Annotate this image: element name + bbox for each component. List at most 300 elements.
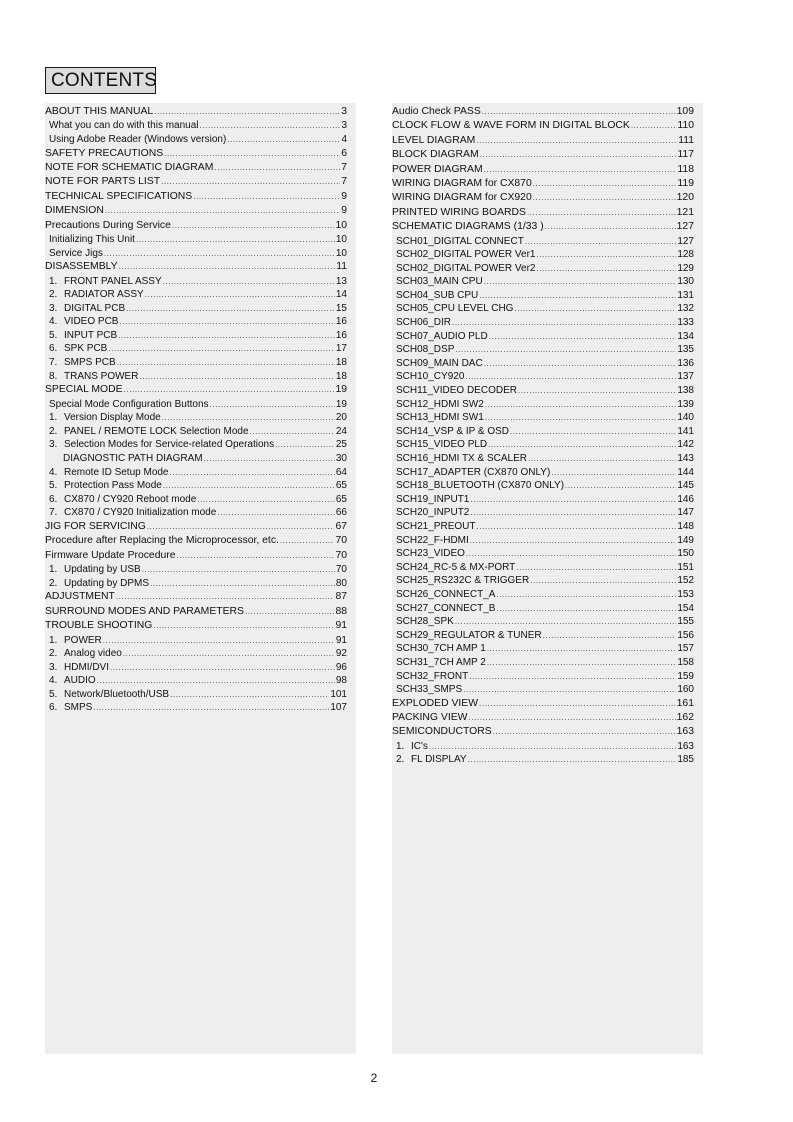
toc-entry-label: Precautions During Service bbox=[45, 219, 171, 231]
toc-entry-label: SCH19_INPUT1 bbox=[396, 493, 470, 505]
toc-entry[interactable] bbox=[45, 356, 356, 370]
toc-entry-page: 161 bbox=[676, 697, 694, 709]
toc-entry-page: 91 bbox=[335, 634, 347, 646]
toc-entry-page: 65 bbox=[335, 480, 347, 492]
toc-entry-label: Analog video bbox=[64, 648, 122, 660]
toc-entry-page: 7 bbox=[341, 161, 347, 173]
toc-entry-label: SCH02_DIGITAL POWER Ver2 bbox=[396, 262, 536, 274]
toc-entry-page: 14 bbox=[335, 289, 347, 301]
toc-entry[interactable] bbox=[392, 163, 703, 177]
toc-entry-label: INPUT PCB bbox=[64, 329, 118, 341]
toc-leader-dots bbox=[530, 574, 676, 588]
toc-entry-page: 150 bbox=[677, 548, 694, 560]
toc-entry-page: 88 bbox=[335, 605, 347, 617]
toc-entry-page: 140 bbox=[677, 412, 694, 424]
toc-entry-label: HDMI/DVI bbox=[64, 661, 109, 673]
toc-entry[interactable] bbox=[392, 520, 703, 534]
toc-entry-page: 19 bbox=[335, 384, 347, 396]
toc-entry[interactable] bbox=[392, 466, 703, 480]
toc-entry[interactable] bbox=[392, 753, 703, 767]
toc-entry[interactable] bbox=[45, 493, 356, 507]
toc-entry[interactable] bbox=[45, 370, 356, 384]
toc-entry-page: 10 bbox=[335, 247, 347, 259]
toc-entry[interactable] bbox=[392, 262, 703, 276]
toc-entry-page: 19 bbox=[335, 398, 347, 410]
toc-entry[interactable] bbox=[392, 370, 703, 384]
toc-entry-label: SAFETY PRECAUTIONS bbox=[45, 147, 164, 159]
toc-entry-label: SMPS bbox=[64, 702, 93, 714]
toc-entry[interactable] bbox=[392, 191, 703, 205]
toc-leader-dots bbox=[103, 634, 335, 648]
toc-leader-dots bbox=[104, 247, 335, 261]
toc-entry-label: SCHEMATIC DIAGRAMS (1/33 ) bbox=[392, 221, 544, 233]
toc-entry-label: EXPLODED VIEW bbox=[392, 697, 479, 709]
toc-entry-number: 1. bbox=[49, 412, 58, 424]
toc-entry-page: 144 bbox=[677, 466, 694, 478]
toc-leader-dots bbox=[163, 479, 335, 493]
toc-leader-dots bbox=[487, 656, 676, 670]
toc-leader-dots bbox=[476, 134, 677, 148]
toc-entry-page: 109 bbox=[676, 106, 694, 117]
toc-leader-dots bbox=[466, 547, 676, 561]
toc-entry[interactable] bbox=[392, 289, 703, 303]
toc-entry-label: DIAGNOSTIC PATH DIAGRAM bbox=[63, 453, 203, 465]
toc-entry-page: 18 bbox=[335, 357, 347, 369]
toc-entry-number: 4. bbox=[49, 675, 58, 687]
page-number: 2 bbox=[370, 1071, 378, 1085]
toc-leader-dots bbox=[116, 590, 335, 604]
toc-leader-dots bbox=[161, 175, 340, 189]
toc-entry-label: SCH09_MAIN DAC bbox=[396, 357, 483, 369]
toc-entry-page: 30 bbox=[335, 453, 347, 465]
toc-entry[interactable] bbox=[392, 177, 703, 191]
toc-entry-number: 3. bbox=[49, 661, 58, 673]
toc-entry-label: FL DISPLAY bbox=[411, 754, 467, 766]
toc-leader-dots bbox=[164, 147, 340, 161]
toc-entry-label: SCH20_INPUT2 bbox=[396, 507, 470, 519]
toc-entry-page: 158 bbox=[677, 656, 694, 668]
toc-entry-number: 1. bbox=[49, 634, 58, 646]
toc-entry[interactable] bbox=[392, 119, 703, 133]
toc-left-column bbox=[45, 103, 356, 1054]
toc-entry-label: FRONT PANEL ASSY bbox=[64, 275, 162, 287]
toc-entry-label: SCH04_SUB CPU bbox=[396, 289, 479, 301]
toc-entry-page: 156 bbox=[677, 629, 694, 641]
toc-leader-dots bbox=[537, 262, 677, 276]
toc-entry[interactable] bbox=[45, 398, 356, 412]
toc-entry-label: WIRING DIAGRAM for CX920 bbox=[392, 192, 532, 204]
toc-entry[interactable] bbox=[392, 711, 703, 725]
toc-entry[interactable] bbox=[392, 547, 703, 561]
toc-entry[interactable] bbox=[45, 605, 356, 619]
toc-entry-page: 67 bbox=[335, 520, 347, 532]
toc-entry[interactable] bbox=[392, 656, 703, 670]
toc-entry[interactable] bbox=[45, 549, 356, 563]
toc-entry-page: 24 bbox=[335, 425, 347, 437]
toc-entry-page: 92 bbox=[335, 648, 347, 660]
toc-leader-dots bbox=[489, 330, 677, 344]
toc-entry-page: 132 bbox=[677, 303, 694, 315]
toc-leader-dots bbox=[105, 204, 340, 218]
toc-entry-label: DIGITAL PCB bbox=[64, 302, 126, 314]
toc-entry[interactable] bbox=[45, 577, 356, 591]
toc-entry[interactable] bbox=[392, 452, 703, 466]
toc-entry-label: SCH07_AUDIO PLD bbox=[396, 330, 488, 342]
toc-entry-label: SCH25_RS232C & TRIGGER bbox=[396, 575, 530, 587]
toc-entry-number: 5. bbox=[49, 480, 58, 492]
toc-entry[interactable] bbox=[392, 425, 703, 439]
toc-leader-dots bbox=[470, 493, 676, 507]
toc-leader-dots bbox=[153, 619, 334, 633]
toc-entry-page: 70 bbox=[335, 535, 347, 547]
toc-leader-dots bbox=[126, 302, 335, 316]
toc-entry-page: 121 bbox=[676, 206, 694, 218]
toc-entry-number: 6. bbox=[49, 343, 58, 355]
toc-entry-page: 16 bbox=[335, 316, 347, 328]
toc-leader-dots bbox=[117, 356, 335, 370]
toc-leader-dots bbox=[525, 235, 677, 249]
toc-entry-label: SCH30_7CH AMP 1 bbox=[396, 643, 486, 655]
toc-entry[interactable] bbox=[392, 330, 703, 344]
toc-entry-page: 11 bbox=[336, 261, 347, 273]
toc-leader-dots bbox=[510, 425, 676, 439]
toc-entry[interactable] bbox=[45, 520, 356, 534]
toc-entry-page: 117 bbox=[677, 149, 694, 161]
toc-entry-page: 154 bbox=[677, 602, 694, 614]
toc-entry[interactable] bbox=[392, 302, 703, 316]
toc-entry-label: WIRING DIAGRAM for CX870 bbox=[392, 177, 532, 189]
toc-entry[interactable] bbox=[392, 588, 703, 602]
toc-entry-label: Using Adobe Reader (Windows version) bbox=[49, 133, 227, 145]
toc-leader-dots bbox=[118, 329, 335, 343]
toc-leader-dots bbox=[493, 725, 676, 739]
toc-entry-label: SEMICONDUCTORS bbox=[392, 726, 492, 738]
toc-entry[interactable] bbox=[392, 105, 703, 119]
toc-entry-label: TRANS POWER bbox=[64, 370, 139, 382]
toc-entry-label: IC's bbox=[411, 740, 428, 752]
toc-entry[interactable] bbox=[392, 343, 703, 357]
toc-entry[interactable] bbox=[392, 316, 703, 330]
toc-entry-label: CX870 / CY920 Initialization mode bbox=[64, 507, 217, 519]
toc-leader-dots bbox=[485, 411, 677, 425]
toc-entry-label: SCH18_BLUETOOTH (CX870 ONLY) bbox=[396, 480, 565, 492]
toc-entry[interactable] bbox=[45, 534, 356, 548]
toc-leader-dots bbox=[476, 520, 676, 534]
toc-entry-label: POWER bbox=[64, 634, 102, 646]
toc-entry[interactable] bbox=[45, 105, 356, 119]
toc-leader-dots bbox=[484, 163, 677, 177]
toc-entry[interactable] bbox=[45, 438, 356, 452]
toc-entry-label: SCH21_PREOUT bbox=[396, 520, 476, 532]
toc-entry-label: SMPS PCB bbox=[64, 357, 116, 369]
toc-leader-dots bbox=[480, 148, 677, 162]
toc-entry-page: 148 bbox=[677, 520, 694, 532]
toc-entry[interactable] bbox=[45, 425, 356, 439]
toc-leader-dots bbox=[280, 534, 335, 548]
toc-entry-page: 9 bbox=[341, 190, 347, 202]
toc-entry[interactable] bbox=[392, 561, 703, 575]
toc-entry-page: 64 bbox=[335, 466, 347, 478]
toc-leader-dots bbox=[150, 577, 335, 591]
toc-entry-page: 25 bbox=[335, 439, 347, 451]
toc-leader-dots bbox=[488, 438, 676, 452]
toc-entry-number: 4. bbox=[49, 466, 58, 478]
toc-entry[interactable] bbox=[45, 288, 356, 302]
toc-entry-label: SCH14_VSP & IP & OSD bbox=[396, 425, 510, 437]
toc-entry[interactable] bbox=[45, 233, 356, 247]
toc-entry-label: Service Jigs bbox=[49, 247, 103, 259]
toc-entry-page: 101 bbox=[330, 688, 347, 700]
toc-entry-number: 1. bbox=[49, 275, 58, 287]
toc-entry-label: SCH02_DIGITAL POWER Ver1 bbox=[396, 249, 536, 261]
toc-entry-label: POWER DIAGRAM bbox=[392, 163, 483, 175]
toc-entry[interactable] bbox=[392, 235, 703, 249]
toc-entry[interactable] bbox=[45, 260, 356, 274]
toc-entry-page: 110 bbox=[677, 120, 694, 132]
toc-leader-dots bbox=[172, 219, 335, 233]
toc-entry[interactable] bbox=[392, 411, 703, 425]
toc-entry-label: PANEL / REMOTE LOCK Selection Mode bbox=[64, 425, 249, 437]
toc-leader-dots bbox=[93, 701, 329, 715]
toc-entry-number: 1. bbox=[49, 564, 58, 576]
toc-leader-dots bbox=[119, 315, 334, 329]
toc-entry[interactable] bbox=[392, 148, 703, 162]
toc-entry[interactable] bbox=[45, 119, 356, 133]
toc-entry[interactable] bbox=[45, 329, 356, 343]
toc-entry-page: 157 bbox=[677, 643, 694, 655]
toc-leader-dots bbox=[170, 688, 329, 702]
toc-entry-number: 1. bbox=[396, 740, 405, 752]
toc-leader-dots bbox=[170, 466, 335, 480]
toc-leader-dots bbox=[468, 753, 677, 767]
toc-entry-page: 130 bbox=[677, 276, 694, 288]
toc-entry-label: CX870 / CY920 Reboot mode bbox=[64, 493, 197, 505]
toc-entry-label: SCH10_CY920 bbox=[396, 371, 465, 383]
toc-leader-dots bbox=[204, 452, 335, 466]
toc-leader-dots bbox=[124, 383, 335, 397]
toc-leader-dots bbox=[482, 105, 676, 119]
toc-entry[interactable] bbox=[45, 342, 356, 356]
toc-entry-number: 2. bbox=[396, 754, 405, 766]
toc-leader-dots bbox=[465, 370, 676, 384]
toc-entry-number: 5. bbox=[49, 329, 58, 341]
toc-entry-label: SCH12_HDMI SW2 bbox=[396, 398, 484, 410]
toc-entry[interactable] bbox=[392, 206, 703, 220]
toc-entry[interactable] bbox=[392, 384, 703, 398]
toc-entry[interactable] bbox=[392, 683, 703, 697]
toc-leader-dots bbox=[250, 425, 335, 439]
toc-entry[interactable] bbox=[45, 161, 356, 175]
toc-entry-label: SCH27_CONNECT_B bbox=[396, 602, 496, 614]
toc-entry[interactable] bbox=[45, 147, 356, 161]
toc-entry-page: 149 bbox=[677, 534, 694, 546]
toc-entry-page: 15 bbox=[335, 302, 347, 314]
toc-entry[interactable] bbox=[45, 688, 356, 702]
toc-entry-label: Selection Modes for Service-related Operations bbox=[64, 439, 275, 451]
toc-entry[interactable] bbox=[392, 574, 703, 588]
toc-entry[interactable] bbox=[392, 134, 703, 148]
toc-entry-number: 3. bbox=[49, 439, 58, 451]
toc-entry-label: Updating by USB bbox=[64, 564, 141, 576]
toc-entry-label: Firmware Update Procedure bbox=[45, 549, 176, 561]
toc-entry-label: SPK PCB bbox=[64, 343, 108, 355]
toc-entry-label: SCH11_VIDEO DECODER bbox=[396, 385, 517, 397]
toc-entry-page: 152 bbox=[677, 575, 694, 587]
toc-leader-dots bbox=[110, 661, 335, 675]
toc-leader-dots bbox=[154, 105, 340, 119]
toc-entry[interactable] bbox=[45, 619, 356, 633]
toc-entry[interactable] bbox=[45, 506, 356, 520]
toc-leader-dots bbox=[123, 647, 335, 661]
toc-entry[interactable] bbox=[392, 670, 703, 684]
toc-entry-label: DISASSEMBLY bbox=[45, 261, 118, 273]
toc-leader-dots bbox=[193, 190, 340, 204]
toc-entry-number: 5. bbox=[49, 688, 58, 700]
toc-leader-dots bbox=[514, 302, 676, 316]
toc-entry[interactable] bbox=[45, 175, 356, 189]
toc-leader-dots bbox=[469, 670, 676, 684]
toc-entry-page: 16 bbox=[335, 329, 347, 341]
toc-entry[interactable] bbox=[392, 697, 703, 711]
toc-leader-dots bbox=[163, 275, 335, 289]
toc-leader-dots bbox=[108, 342, 335, 356]
toc-entry-number: 2. bbox=[49, 648, 58, 660]
toc-entry[interactable] bbox=[45, 466, 356, 480]
toc-entry[interactable] bbox=[392, 479, 703, 493]
toc-entry-label: SCH24_RC-5 & MX-PORT bbox=[396, 561, 516, 573]
toc-entry-number: 7. bbox=[49, 357, 58, 369]
toc-entry[interactable] bbox=[392, 642, 703, 656]
toc-entry-number: 8. bbox=[49, 370, 58, 382]
toc-entry[interactable] bbox=[392, 506, 703, 520]
toc-entry-label: JIG FOR SERVICING bbox=[45, 520, 146, 532]
toc-leader-dots bbox=[516, 561, 676, 575]
toc-entry[interactable] bbox=[392, 438, 703, 452]
toc-entry[interactable] bbox=[45, 634, 356, 648]
toc-leader-dots bbox=[275, 438, 335, 452]
toc-entry-label: ABOUT THIS MANUAL bbox=[45, 106, 154, 117]
toc-entry[interactable] bbox=[45, 133, 356, 147]
toc-entry-number: 2. bbox=[49, 425, 58, 437]
toc-leader-dots bbox=[533, 191, 676, 205]
toc-entry-label: SCH01_DIGITAL CONNECT bbox=[396, 235, 524, 247]
toc-leader-dots bbox=[485, 398, 677, 412]
toc-entry-page: 128 bbox=[677, 249, 694, 261]
toc-entry-label: Initializing This Unit bbox=[49, 233, 135, 245]
toc-entry-label: CLOCK FLOW & WAVE FORM IN DIGITAL BLOCK bbox=[392, 120, 630, 132]
toc-entry-number: 2. bbox=[49, 289, 58, 301]
toc-entry[interactable] bbox=[392, 615, 703, 629]
toc-entry[interactable] bbox=[45, 590, 356, 604]
toc-entry[interactable] bbox=[392, 275, 703, 289]
toc-entry[interactable] bbox=[45, 661, 356, 675]
toc-leader-dots bbox=[545, 220, 676, 234]
toc-leader-dots bbox=[537, 248, 677, 262]
toc-entry[interactable] bbox=[45, 315, 356, 329]
toc-leader-dots bbox=[543, 629, 677, 643]
toc-entry[interactable] bbox=[392, 493, 703, 507]
toc-entry-page: 129 bbox=[677, 262, 694, 274]
toc-entry-page: 70 bbox=[335, 564, 347, 576]
toc-leader-dots bbox=[142, 563, 335, 577]
toc-entry[interactable] bbox=[45, 190, 356, 204]
toc-entry-page: 65 bbox=[335, 493, 347, 505]
toc-entry[interactable] bbox=[392, 248, 703, 262]
toc-entry[interactable] bbox=[392, 629, 703, 643]
toc-leader-dots bbox=[484, 275, 677, 289]
toc-entry[interactable] bbox=[392, 602, 703, 616]
toc-entry-label: Protection Pass Mode bbox=[64, 480, 162, 492]
toc-entry-number: 4. bbox=[49, 316, 58, 328]
toc-entry-label: SCH05_CPU LEVEL CHG bbox=[396, 303, 514, 315]
toc-entry-page: 7 bbox=[341, 176, 347, 188]
toc-entry-page: 3 bbox=[341, 120, 347, 132]
toc-entry[interactable] bbox=[392, 740, 703, 754]
toc-entry[interactable] bbox=[45, 674, 356, 688]
toc-entry[interactable] bbox=[45, 452, 356, 466]
toc-entry-label: SCH29_REGULATOR & TUNER bbox=[396, 629, 542, 641]
toc-entry[interactable] bbox=[45, 647, 356, 661]
toc-entry-label: SCH03_MAIN CPU bbox=[396, 276, 483, 288]
toc-entry[interactable] bbox=[392, 725, 703, 739]
toc-entry[interactable] bbox=[45, 479, 356, 493]
toc-leader-dots bbox=[210, 398, 335, 412]
toc-entry-label: NOTE FOR PARTS LIST bbox=[45, 176, 161, 188]
toc-entry[interactable] bbox=[45, 247, 356, 261]
toc-entry-page: 10 bbox=[335, 233, 347, 245]
toc-leader-dots bbox=[162, 411, 335, 425]
toc-leader-dots bbox=[470, 506, 676, 520]
toc-entry-page: 153 bbox=[677, 588, 694, 600]
toc-entry-page: 185 bbox=[677, 754, 694, 766]
toc-entry-page: 136 bbox=[677, 357, 694, 369]
toc-leader-dots bbox=[455, 343, 676, 357]
toc-entry[interactable] bbox=[45, 563, 356, 577]
toc-leader-dots bbox=[463, 683, 676, 697]
toc-entry-page: 160 bbox=[677, 684, 694, 696]
toc-entry[interactable] bbox=[45, 411, 356, 425]
toc-leader-dots bbox=[429, 740, 676, 754]
toc-entry-page: 66 bbox=[335, 507, 347, 519]
toc-entry-page: 131 bbox=[677, 289, 694, 301]
toc-entry-label: Special Mode Configuration Buttons bbox=[49, 398, 209, 410]
toc-entry[interactable] bbox=[45, 302, 356, 316]
toc-entry[interactable] bbox=[392, 398, 703, 412]
toc-entry-label: Updating by DPMS bbox=[64, 577, 150, 589]
toc-entry[interactable] bbox=[392, 534, 703, 548]
toc-entry[interactable] bbox=[45, 204, 356, 218]
toc-leader-dots bbox=[496, 588, 676, 602]
toc-entry[interactable] bbox=[45, 275, 356, 289]
toc-leader-dots bbox=[484, 357, 677, 371]
toc-entry[interactable] bbox=[45, 383, 356, 397]
toc-entry-label: NOTE FOR SCHEMATIC DIAGRAM bbox=[45, 161, 214, 173]
toc-leader-dots bbox=[200, 119, 341, 133]
toc-entry-label: Version Display Mode bbox=[64, 412, 161, 424]
toc-entry[interactable] bbox=[45, 219, 356, 233]
toc-entry-page: 127 bbox=[677, 235, 694, 247]
toc-entry-label: SCH32_FRONT bbox=[396, 670, 469, 682]
toc-entry[interactable] bbox=[392, 220, 703, 234]
toc-entry-page: 163 bbox=[676, 726, 694, 738]
toc-entry-page: 137 bbox=[677, 371, 694, 383]
toc-entry[interactable] bbox=[45, 701, 356, 715]
toc-entry-page: 18 bbox=[335, 370, 347, 382]
toc-entry-label: VIDEO PCB bbox=[64, 316, 119, 328]
toc-entry-label: AUDIO bbox=[64, 675, 96, 687]
toc-entry-page: 111 bbox=[678, 134, 694, 146]
toc-entry[interactable] bbox=[392, 357, 703, 371]
